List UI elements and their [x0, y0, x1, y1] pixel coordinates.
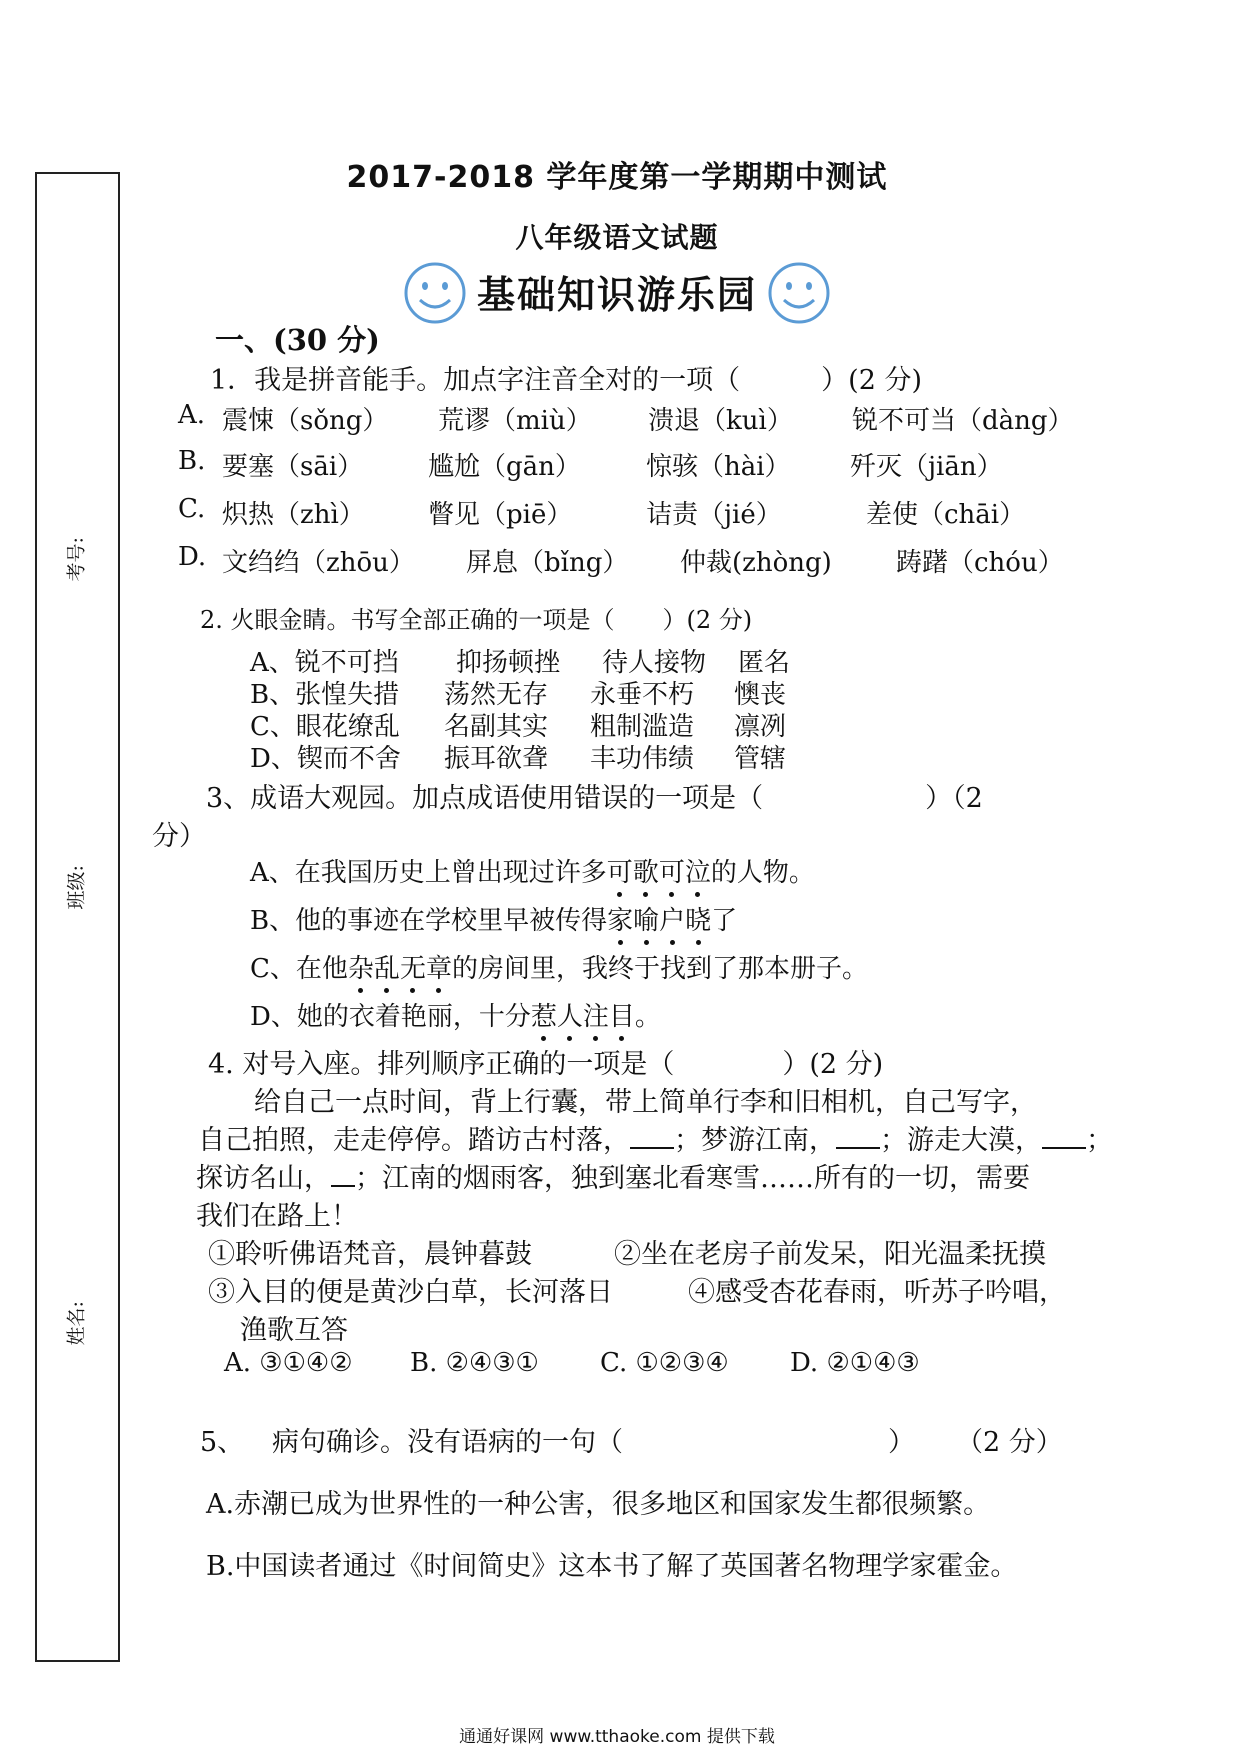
q3-option-text: A、在我国历史上曾出现过许多: [250, 858, 607, 888]
q2-option-word: 凛冽: [734, 712, 787, 742]
q4-passage-text: ；梦游江南，: [674, 1125, 836, 1156]
dotted-idiom: 惹人注目: [531, 1002, 635, 1032]
smiley-right-icon: [766, 260, 832, 326]
q3-stem: 3、成语大观园。加点成语使用错误的一项是（ ）（2: [206, 783, 983, 814]
q2-option: A、锐不可挡: [250, 648, 399, 678]
answer-blank[interactable]: [630, 1125, 674, 1149]
dotted-idiom: 可歌可泣: [607, 858, 711, 888]
q2-option-word: 名副其实: [444, 712, 549, 742]
class-label: 班级:: [65, 865, 88, 910]
footer-watermark: 通通好课网 www.tthaoke.com 提供下载: [459, 1727, 775, 1747]
q3-option-c: [250, 948, 868, 985]
q3-option-text: 的人物。: [710, 858, 815, 888]
q4-stem: 4. 对号入座。排列顺序正确的一项是（ ）(2 分): [208, 1049, 884, 1080]
q4-choice-d: D. ②①④③: [790, 1348, 920, 1378]
q3-option-text: 的房间里，我终于找到了那本册子。: [451, 954, 868, 984]
q1-row-d-item: 仲裁(zhòng): [680, 548, 832, 578]
q1-row-a-item: 震悚（sǒng）: [222, 406, 389, 436]
q2-option-word: 粗制滥造: [590, 712, 695, 742]
q4-passage-text: ；: [1086, 1125, 1113, 1156]
q1-row-c-item: 诘责（jié）: [646, 500, 782, 530]
dotted-idiom: 家喻户晓: [607, 906, 711, 936]
exam-number-label: 考号:: [65, 537, 88, 582]
q2-option-word: 丰功伟绩: [590, 744, 695, 774]
q1-row-a-letter: A.: [178, 400, 206, 430]
q1-row-c-item: 炽热（zhì）: [222, 500, 365, 530]
exam-subtitle: 八年级语文试题: [515, 221, 719, 254]
q4-passage-text: ；江南的烟雨客，独到塞北看寒雪……所有的一切，需要: [355, 1163, 1030, 1194]
q4-passage-line: 我们在路上！: [196, 1201, 358, 1232]
q2-option-word: 荡然无存: [444, 680, 549, 710]
q3-option-b: [250, 900, 737, 937]
exam-title: 2017-2018 学年度第一学期期中测试: [346, 160, 888, 195]
q4-choice-a: A. ③①④②: [224, 1348, 353, 1378]
q1-row-b-item: 惊骇（hài）: [646, 452, 791, 482]
q4-sentence-4-cont: 渔歌互答: [240, 1315, 348, 1346]
q3-stem-continued: 分）: [152, 821, 206, 852]
q3-option-d: [250, 996, 661, 1033]
q1-row-a-item: 荒谬（miù）: [438, 406, 592, 436]
q1-row-c-item: 瞥见（piē）: [428, 500, 573, 530]
q5-stem-close: ）: [888, 1427, 915, 1458]
q2-option-word: 振耳欲聋: [444, 744, 549, 774]
q1-row-b-letter: B.: [178, 446, 206, 476]
answer-blank[interactable]: [1042, 1125, 1086, 1149]
q1-row-a-item: 锐不可当（dàng）: [852, 406, 1074, 436]
dotted-idiom: 杂乱无章: [348, 954, 452, 984]
q4-choice-c: C. ①②③④: [600, 1348, 729, 1378]
q1-row-d-letter: D.: [178, 542, 207, 572]
q5-number: 5、: [200, 1427, 245, 1458]
q4-choice-b: B. ②④③①: [410, 1348, 539, 1378]
q1-row-d-item: 屏息（bǐng）: [466, 548, 629, 578]
q2-option-word: 匿名: [738, 648, 791, 678]
q3-option-text: 。: [634, 1002, 661, 1032]
q4-sentence-4: ④感受杏花春雨，听苏子吟唱，: [688, 1277, 1066, 1308]
q4-sentence-2: ②坐在老房子前发呆，阳光温柔抚摸: [614, 1239, 1046, 1270]
q4-sentence-1: ①聆听佛语梵音，晨钟暮鼓: [208, 1239, 532, 1270]
q3-option-text: C、在他: [250, 954, 348, 984]
answer-blank[interactable]: [836, 1125, 880, 1149]
q2-option: B、张惶失措: [250, 680, 400, 710]
q1-row-a-item: 溃退（kuì）: [648, 406, 793, 436]
q2-option-word: 抑扬顿挫: [456, 648, 561, 678]
q2-option-word: 待人接物: [602, 648, 707, 678]
q1-row-d-item: 踌躇（chóu）: [896, 548, 1064, 578]
q2-option: D、锲而不舍: [250, 744, 401, 774]
q2-option-word: 永垂不朽: [590, 680, 695, 710]
q1-row-d-item: 文绉绉（zhōu）: [222, 548, 415, 578]
q2-stem: 2. 火眼金睛。书写全部正确的一项是（ ）(2 分): [200, 606, 753, 634]
binding-margin-box: [35, 172, 120, 1662]
q4-passage-text: 探访名山，: [196, 1163, 331, 1194]
q2-option-word: 懊丧: [734, 680, 787, 710]
q4-passage-line: [198, 1118, 1113, 1157]
q3-option-a: [250, 852, 815, 889]
answer-blank[interactable]: [331, 1163, 355, 1187]
q4-passage-line: 给自己一点时间，背上行囊，带上简单行李和旧相机，自己写字，: [254, 1087, 1037, 1118]
q5-score: （2 分）: [956, 1427, 1063, 1458]
q1-row-c-letter: C.: [178, 494, 206, 524]
q4-passage-text: ；游走大漠，: [880, 1125, 1042, 1156]
section-title: 基础知识游乐园: [476, 272, 757, 317]
q5-option-b: B.中国读者通过《时间简史》这本书了解了英国著名物理学家霍金。: [206, 1551, 1018, 1582]
q4-sentence-3: ③入目的便是黄沙白草，长河落日: [208, 1277, 613, 1308]
q3-option-text: D、她的衣着艳丽，十分: [250, 1002, 531, 1032]
q1-row-b-item: 要塞（sāi）: [222, 452, 364, 482]
q3-option-text: B、他的事迹在学校里早被传得: [250, 906, 608, 936]
q1-row-b-item: 尴尬（gān）: [428, 452, 581, 482]
section-heading: 一、(30 分): [215, 323, 380, 357]
q1-row-c-item: 差使（chāi）: [866, 500, 1026, 530]
q2-option: C、眼花缭乱: [250, 712, 400, 742]
q5-option-a: A.赤潮已成为世界性的一种公害，很多地区和国家发生都很频繁。: [206, 1489, 991, 1520]
q1-stem: 1．我是拼音能手。加点字注音全对的一项（ ）(2 分): [210, 365, 923, 396]
q5-stem: 病句确诊。没有语病的一句（: [272, 1427, 623, 1458]
q3-option-text: 了: [711, 906, 738, 936]
q4-passage-line: [196, 1156, 1030, 1195]
q2-option-word: 管辖: [734, 744, 787, 774]
q4-passage-text: 自己拍照，走走停停。踏访古村落，: [198, 1125, 630, 1156]
q1-row-b-item: 歼灭（jiān）: [850, 452, 1003, 482]
name-label: 姓名:: [65, 1301, 88, 1346]
